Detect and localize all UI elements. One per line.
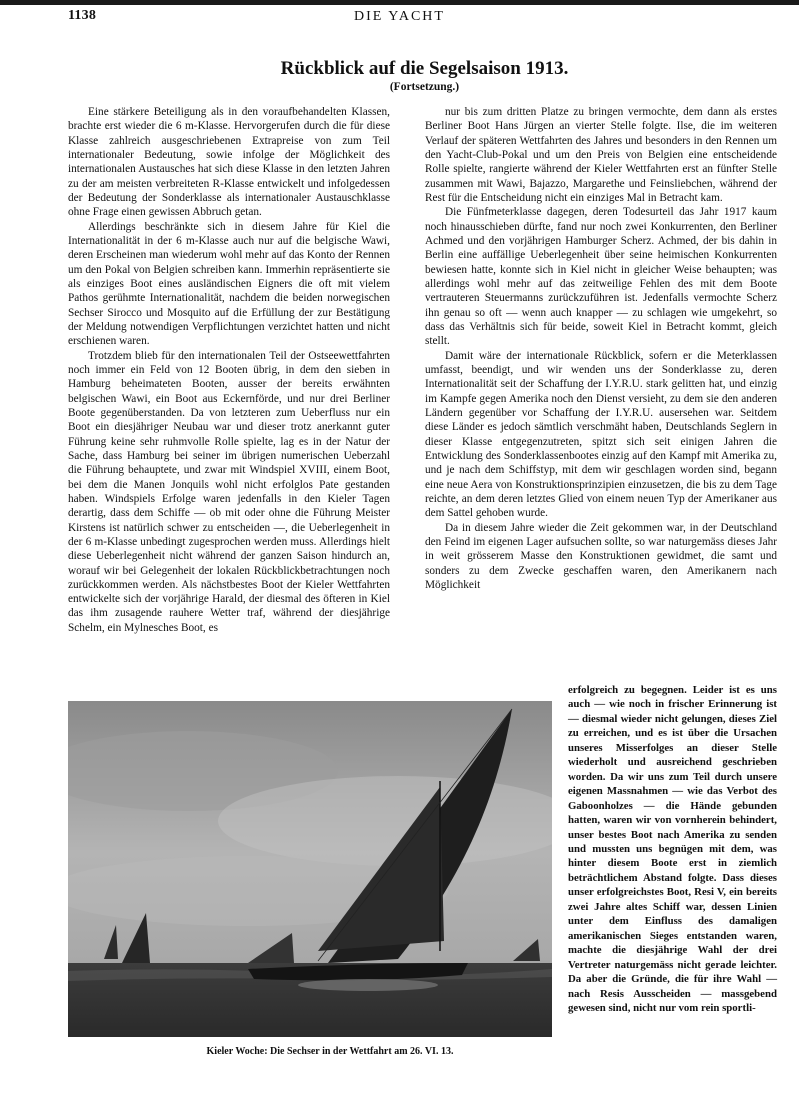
right-column [425,105,777,592]
paragraph: Trotzdem blieb für den internationalen Teil der Ostseewettfahrten noch immer ein Feld von 12 Booten übrig, in dem den sieben in Hamburg beheimateten Booten, ausser der bereits erwähnten belgischen Wawi, ein Boot aus Eckernförde, und nur drei Berliner Boote gegenüberstanden. Da von letzteren zum Ueberfluss nur ein Boot ein diesjähriger Neubau war und dieser trotz anerkannt guter Führung keine sehr ruhmvolle Rolle spielte, lag es in der Natur der Sache, dass Hamburg bei seiner im übrigen numerischen Ueberzahl die Führung behauptete, und zwar mit Windspiel XVIII, einem Boot, bei dem die Manen Jonquils wohl nicht erfolglos Pate gestanden haben. Windspiels Erfolge waren jedenfalls in den Kieler Tagen derartig, dass dem Schiffe — ob mit oder ohne die Führung Meister Kirstens ist natürlich schwer zu entscheiden —, die Ueberlegenheit in der 6 m-Klasse unbedingt zugesprochen werden muss. Allerdings hielt diese Ueberlegenheit nicht während der ganzen Saison hindurch an, worauf wir bei Gelegenheit der lokalen Rückblickbetrachtungen noch zurückkommen werden. Als nächstbestes Boot der Kieler Wettfahrten entwickelte sich der vorjährige Harald, der diesmal des öfteren in Kiel das ihm zusagende rauhere Wetter traf, während der diesjährige Schelm, ein Mylnesches Boot, es [68,349,390,634]
sailing-photo [68,701,552,1037]
article-subtitle: (Fortsetzung.) [389,81,460,93]
page-number: 1138 [68,8,97,23]
paragraph: Die Fünfmeterklasse dagegen, deren Todesurteil das Jahr 1917 kaum noch hinausschieben dürfte, fand nur noch zwei Konkurrenten, den Berliner Achmed und den vorjährigen Hamburger Scherz. Achmed, der bis dahin in Berlin eine auffällige Ueberlegenheit über seine heimischen Konkurrenten bewiesen hatte, konnte sich in Kiel nicht in gleicher Weise behaupten; was allerdings wohl mehr auf das zeitweilige Fehlen des mit dem Boote vertrauteren Steuermanns zurückzuführen ist. Jedenfalls vermochte Scherz ihn genau so oft — wenn auch knapper — zu schlagen wie umgekehrt, so dass das Verhältnis sich für beide, soweit Kiel in Betracht kommt, gleich stellt. [425,206,777,348]
paragraph: Da in diesem Jahre wieder die Zeit gekommen war, in der Deutschland den Feind im eigenen Lager aufsuchen sollte, so war naturgemäss dieses Jahr in weit grösserem Masse den Konstruktionen gewidmet, die samt und sonders zu dem Zwecke geschaffen waren, den Amerikanern nach Möglichkeit [425,521,777,591]
narrow-column [568,683,777,1015]
top-rule [0,0,799,5]
sailboat-race-image [68,701,552,1037]
article-title: Rückblick auf die Segelsaison 1913. [280,58,569,79]
paragraph: Damit wäre der internationale Rückblick, sofern er die Meterklassen umfasst, beendigt, und wir wenden uns der Sonderklasse zu, deren Internationalität seit der Schaffung der I.Y.R.U. stark gelitten hat, und einzig im Kampfe gegen Amerika noch den Dienst versieht, zu dem sie den anderen Ländern gegenüber vor Schaffung der I.Y.R.U. ausersehen war. Seitdem diese Länder es jedoch sämtlich verschmäht haben, Deutschlands Seglern in dieser Klasse entgegenzutreten, spitzt sich seit einigen Jahren die Entwicklung des Sonderklassenbootes einzig auf den Kampf mit Amerika zu, und je nach dem Schiffstyp, mit dem wir geschlagen worden sind, begann eine neue Aera von Konstruktionsprinzipien einzusetzen, die bis zu dem Tage reichte, an dem deren letztes Glied von einem neuen Typ der Amerikaner aus dem Sattel gehoben wurde. [425,349,777,520]
paragraph: Eine stärkere Beteiligung als in den voraufbehandelten Klassen, brachte erst wieder die 6 m-Klasse. Hervorgerufen durch die für diese Klasse zahlreich ausgeschriebenen Extrapreise von zum Teil internationaler Bedeutung, sowie infolge der Möglichkeit des internationalen Austausches hat sich diese Klasse in den letzten Jahren zu der am meisten verbreiteten R-Klasse entwickelt und infolgedessen der Bedeutung der Sonderklasse als internationaler Austauschklasse ohne Frage einen gewissen Abbruch getan. [68,106,390,219]
figure-caption: Kieler Woche: Die Sechser in der Wettfahrt am 26. VI. 13. [206,1046,454,1057]
running-head: DIE YACHT [354,9,445,24]
left-column [68,105,390,635]
paragraph: Allerdings beschränkte sich in diesem Jahre für Kiel die Internationalität in der 6 m-Klasse auch nur auf die belgische Wawi, deren Erscheinen man wiederum wohl mehr auf das Konto der Rennen um den Pokal von Belgien schreiben kann. Immerhin repräsentierte sie als einziges Boot eines ausländischen Eigners die oft mit vielem Pathos gerühmte Internationalität, nachdem die beiden norwegischen Sechser Sirocco und Mosquito auf die Erfüllung der zur Bestätigung der Meldung notwendigen Verpflichtungen verzichtet hatten und nicht erschienen waren. [68,220,390,348]
paragraph: nur bis zum dritten Platze zu bringen vermochte, dem dann als erstes Berliner Boot Hans Jürgen an vierter Stelle folgte. Ilse, die im weiteren Verlauf der späteren Wettfahrten des Jahres und besonders in den Rennen um den Yacht-Club-Pokal und um den Preis von Belgien eine entscheidende Rolle spielte, rangierte während der Kieler Wettfahrten erst an fünfter Stelle zusammen mit Wawi, Bajazzo, Margarethe und Feinsliebchen, während der Rest für die Entscheidung nicht ein einziges Mal in Betracht kam. [425,106,777,204]
paragraph: erfolgreich zu begegnen. Leider ist es uns auch — wie noch in frischer Erinnerung ist — diesmal wieder nicht gelungen, dieses Ziel zu erreichen, und es ist über die Ursachen unseres Misserfolges an dieser Stelle wiederholt und ausreichend geschrieben worden. Da wir uns zum Teil durch unsere eigenen Massnahmen — wie das Verbot des Gaboonholzes — die Hände gebunden hatten, waren wir von vornherein behindert, unser bestes Boot nach Amerika zu senden und mussten uns begnügen mit dem, was hinter diesem Boote erst in ziemlich beträchtlichem Abstand folgte. Dass dieses unser erfolgreichstes Boot, Resi V, ein bereits zwei Jahre altes Schiff war, dessen Linien unter dem Einfluss des damaligen amerikanischen Sieges entstanden waren, machte die diesjährige Wahl der drei Vertreter naturgemäss nicht gerade leichter. Da aber die Gründe, die für ihre Wahl — nach Resis Ausscheiden — massgebend gewesen sind, nicht nur vom rein sportli- [568,684,777,1014]
